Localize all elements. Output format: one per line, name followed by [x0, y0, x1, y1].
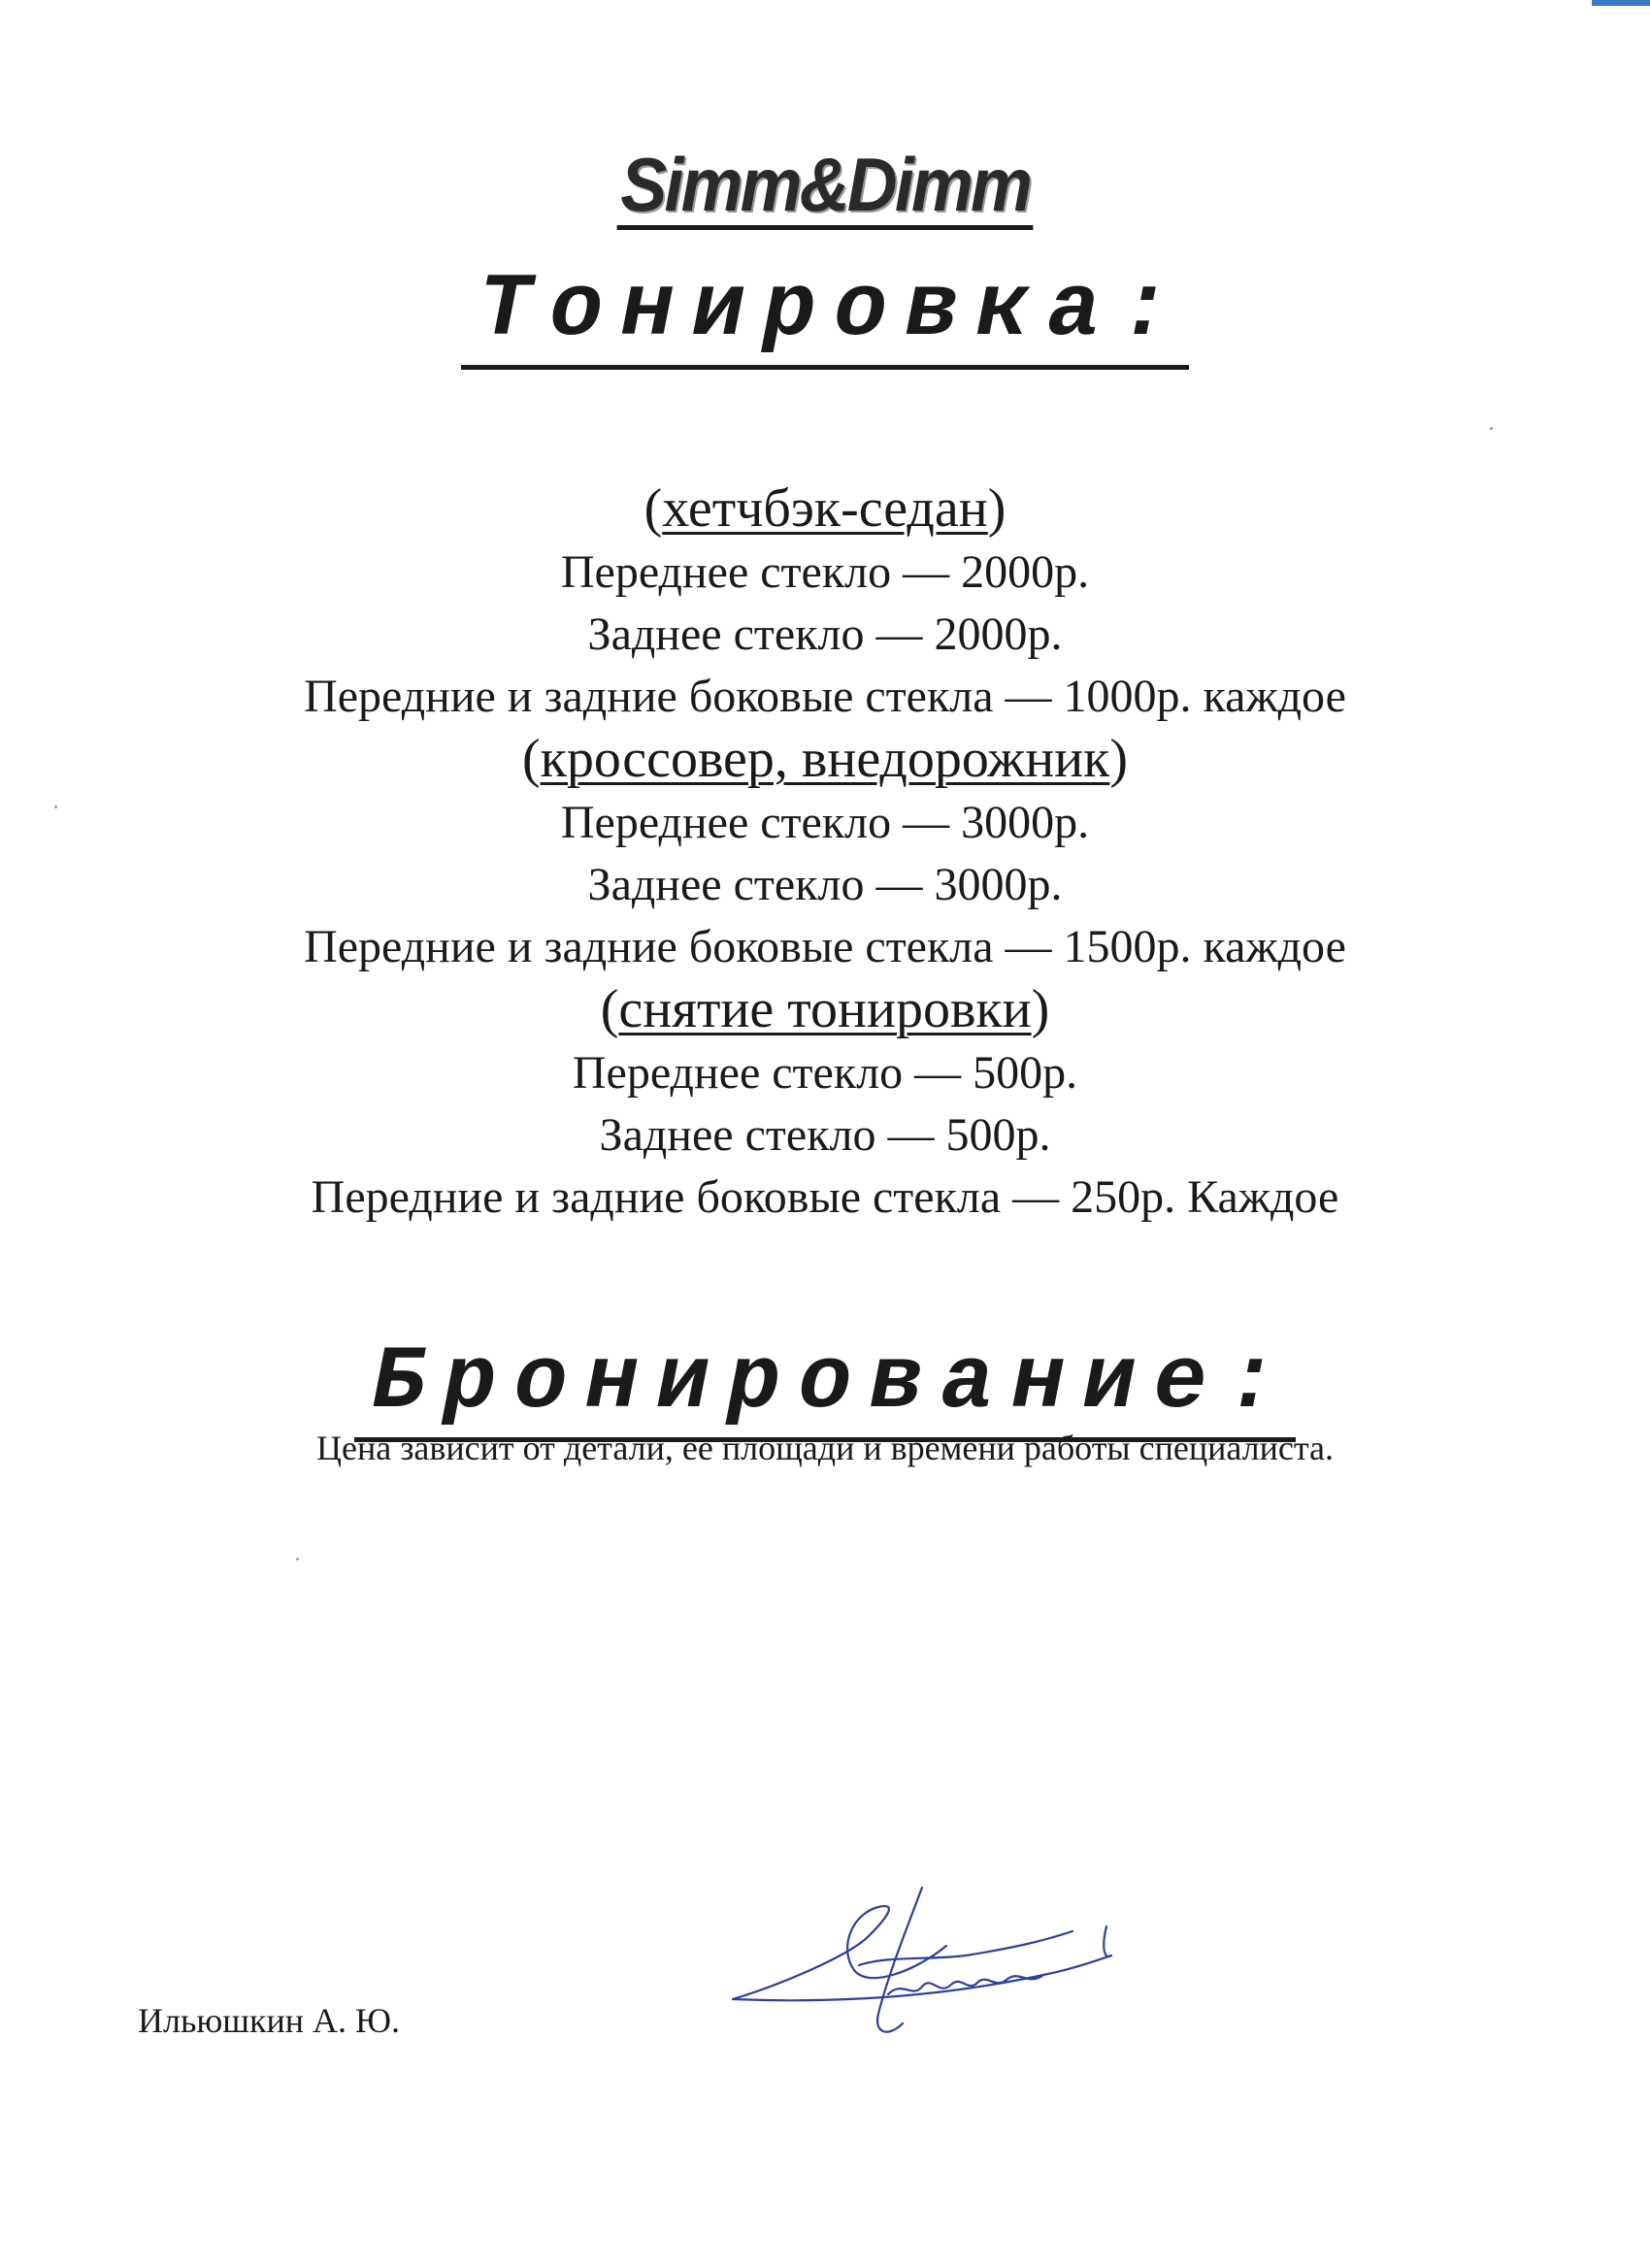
armoring-note: Цена зависит от детали, ее площади и времени работы специалиста.: [315, 1429, 1335, 1467]
scan-edge-mark: [1592, 0, 1650, 6]
price-line-side-glass: Передние и задние боковые стекла — 250р. Каждое: [311, 1171, 1339, 1223]
group-heading-text: хетчбэк-седан: [662, 478, 988, 539]
tinting-price-list: [0, 477, 1650, 1229]
group-heading: (снятие тонировки): [600, 979, 1050, 1039]
price-line-rear-glass: Заднее стекло — 500р.: [599, 1109, 1051, 1161]
signer-name: Ильюшкин А. Ю.: [138, 2001, 401, 2040]
signature-stroke: [888, 1975, 1043, 1994]
price-line-front-glass: Переднее стекло — 3000р.: [560, 797, 1090, 848]
armoring-title-text: Бронирование:: [354, 1334, 1296, 1442]
scan-speck: [296, 1558, 299, 1561]
signature-stroke: [859, 1931, 1072, 1965]
scan-speck: [54, 805, 57, 808]
group-heading-text: кроссовер, внедорожник: [540, 729, 1110, 789]
scan-speck: [1490, 427, 1493, 430]
price-line-rear-glass: Заднее стекло — 3000р.: [587, 859, 1063, 910]
tinting-title: [0, 259, 1650, 370]
group-heading-text: снятие тонировки: [618, 979, 1032, 1039]
brand-logo-text: Simm&Dimm: [616, 146, 1033, 230]
price-group-crossover-suv: [0, 728, 1650, 978]
brand-logo: [0, 142, 1650, 230]
price-line-front-glass: Переднее стекло — 2000р.: [560, 546, 1090, 598]
group-heading: (кроссовер, внедорожник): [521, 729, 1129, 789]
tinting-title-text: Тонировка:: [461, 262, 1189, 370]
price-group-hatchback-sedan: [0, 477, 1650, 728]
price-line-rear-glass: Заднее стекло — 2000р.: [587, 608, 1063, 660]
signature-mark: [723, 1878, 1150, 2072]
signature-stroke: [1104, 1926, 1111, 1956]
price-line-front-glass: Переднее стекло — 500р.: [572, 1047, 1078, 1099]
price-line-side-glass: Передние и задние боковые стекла — 1000р. каждое: [304, 671, 1346, 722]
group-heading: (хетчбэк-седан): [644, 478, 1006, 539]
price-group-tint-removal: [0, 978, 1650, 1229]
price-line-side-glass: Передние и задние боковые стекла — 1500р. каждое: [304, 921, 1346, 972]
signature-stroke: [733, 1906, 946, 1999]
